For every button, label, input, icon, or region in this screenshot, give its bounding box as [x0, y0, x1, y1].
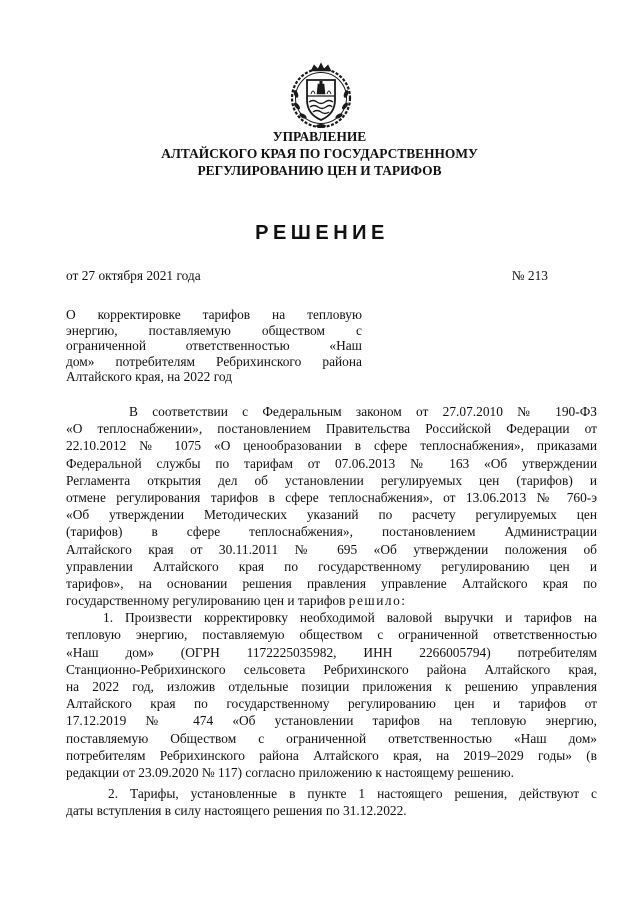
- preamble-line: (тарифов) в сфере теплоснабжения», постановлением Администрации: [66, 524, 597, 540]
- item1-line: Станционно-Ребрихинского сельсовета Ребрихинского района Алтайского края,: [66, 661, 597, 677]
- item1-line: «Наш дом» (ОГРН 1172225035982, ИНН 2266005794) потребителям: [66, 644, 597, 660]
- preamble-line: отмене регулирования тарифов в сфере теплоснабжения», от 13.06.2013 № 760-э: [66, 489, 597, 505]
- item2-line: 2. Тарифы, установленные в пункте 1 настоящего решения, действуют с: [108, 786, 597, 802]
- preamble-line: Алтайского края от 30.11.2011 № 695 «Об утверждении положения об: [66, 541, 597, 557]
- document-date: от 27 октября 2021 года: [66, 268, 201, 283]
- preamble-line: тарифов», на основании решения правления управление Алтайского края по: [66, 575, 597, 591]
- preamble-last-suffix: :: [401, 593, 406, 609]
- document-body: [66, 403, 597, 820]
- agency-line: АЛТАЙСКОГО КРАЯ ПО ГОСУДАРСТВЕННОМУ: [161, 146, 478, 161]
- preamble-line: В соответствии с Федеральным законом от 27.07.2010 № 190-ФЗ: [129, 404, 597, 419]
- preamble-line: Регламента открытия дел об установлении регулируемых цен (тарифов) и: [66, 472, 597, 488]
- subject-line: Алтайского края, на 2022 год: [66, 369, 233, 385]
- item1-line: 1. Произвести корректировку необходимой валовой выручки и тарифов на: [103, 610, 597, 626]
- agency-name: [0, 128, 639, 179]
- item1-line: потребителям Ребрихинского района Алтайского края, на 2019–2029 годы» (в: [66, 747, 597, 763]
- preamble-last-prefix: государственному регулированию цен и тарифов: [66, 593, 349, 609]
- coat-of-arms-icon: [287, 62, 355, 130]
- preamble-last-line: [66, 592, 597, 609]
- document-number: № 213: [511, 268, 548, 283]
- preamble-line: «Об утверждении Методических указаний по расчету регулируемых цен: [66, 507, 597, 523]
- item2-line: даты вступления в силу настоящего решения по 31.12.2022.: [66, 803, 407, 819]
- subject-line: О корректировке тарифов на тепловую: [66, 307, 362, 322]
- subject-line: дом» потребителям Ребрихинского района: [66, 353, 362, 369]
- preamble-line: управлении Алтайского края по государственному регулированию цен и: [66, 558, 597, 574]
- agency-line: РЕГУЛИРОВАНИЮ ЦЕН И ТАРИФОВ: [197, 163, 442, 178]
- document-type-title: РЕШЕНИЕ: [255, 222, 389, 244]
- item1-line: 17.12.2019 № 474 «Об установлении тарифов на тепловую энергию,: [66, 713, 597, 729]
- preamble-line: Федеральной службы по тарифам от 07.06.2013 № 163 «Об утверждении: [66, 455, 597, 471]
- item1-line: на 2022 год, изложив отдельные позиции приложения к решению управления: [66, 679, 597, 694]
- item1-line: редакции от 23.09.2020 № 117) согласно приложению к настоящему решению.: [66, 764, 514, 780]
- item1-line: поставляемую Обществом с ограниченной ответственностью «Наш дом»: [66, 730, 597, 746]
- item1-line: тепловую энергию, поставляемую обществом с ограниченной ответственностью: [66, 627, 597, 643]
- document-subject: [66, 307, 362, 385]
- subject-line: ограниченной ответственностью «Наш: [66, 338, 362, 354]
- decision-word: решило: [348, 593, 402, 609]
- item1-line: Алтайского края по государственному регулированию цен и тарифов от: [66, 696, 597, 712]
- subject-line: энергию, поставляемую обществом с: [66, 322, 362, 338]
- preamble-line: «О теплоснабжении», постановлением Правительства Российской Федерации от: [66, 421, 597, 437]
- agency-line: УПРАВЛЕНИЕ: [272, 129, 367, 144]
- preamble-line: 22.10.2012 № 1075 «О ценообразовании в сфере теплоснабжения», приказами: [66, 438, 597, 454]
